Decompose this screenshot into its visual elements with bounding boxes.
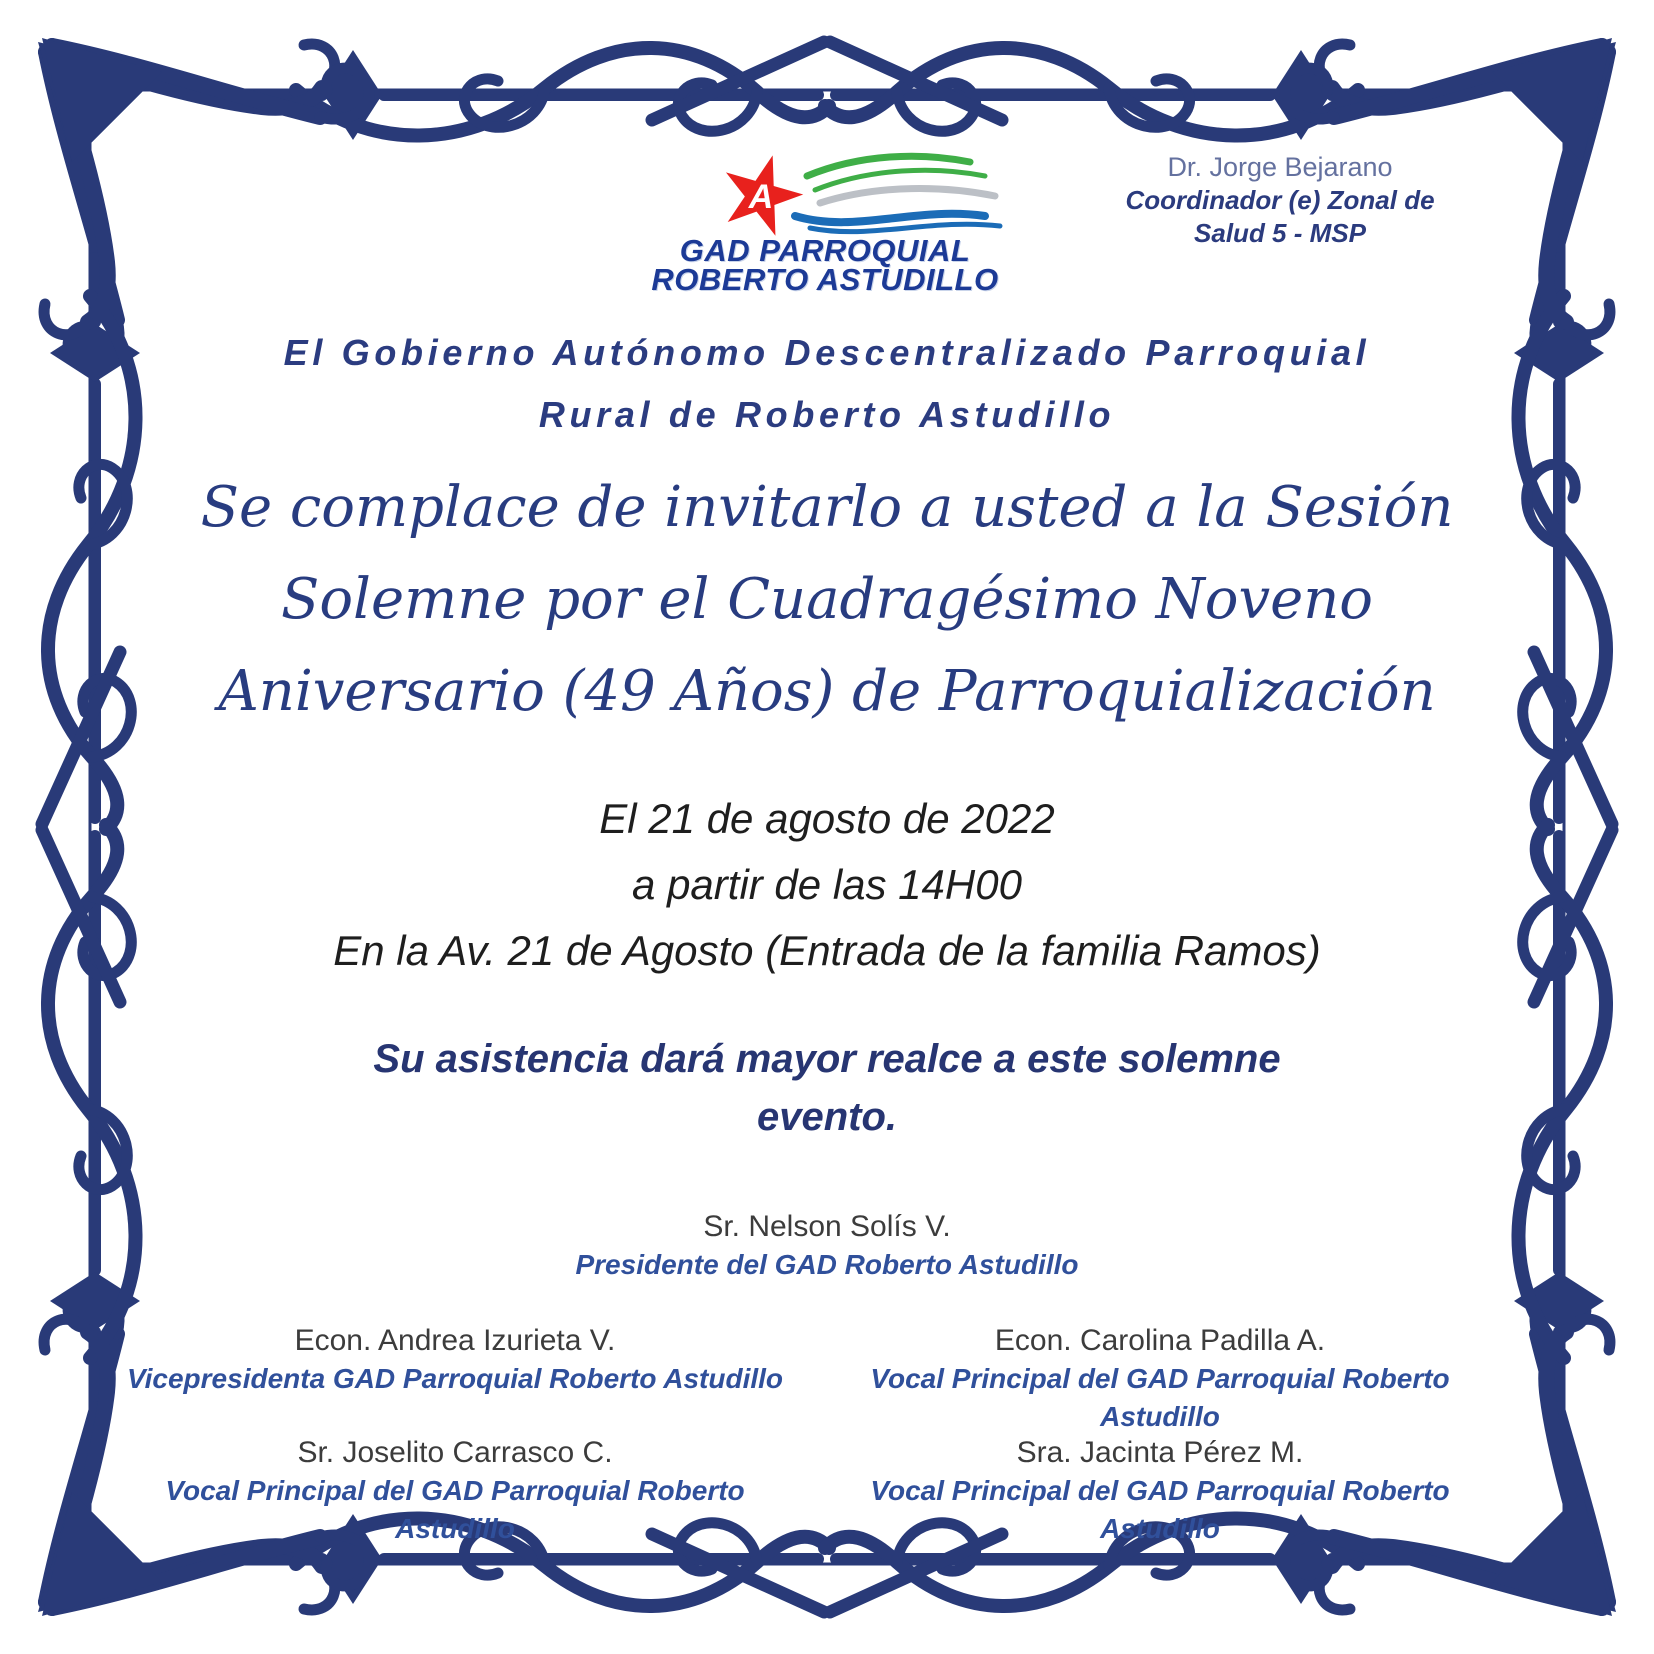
invitation-line2: Solemne por el Cuadragésimo Noveno [280, 567, 1374, 632]
invitation-line1: Se complace de invitarlo a usted a la Sesión [200, 475, 1454, 540]
institution-title [127, 322, 1527, 446]
coordinator-name: Dr. Jorge Bejarano [1167, 152, 1393, 182]
event-time: a partir de las 14H00 [632, 861, 1022, 908]
signature-vicepresident [120, 1322, 790, 1398]
event-place: En la Av. 21 de Agosto (Entrada de la familia Ramos) [333, 927, 1321, 974]
signature-vocal-2 [120, 1434, 790, 1548]
logo-text-line2: ROBERTO ASTUDILLO [651, 262, 999, 297]
logo-swoosh-blue-icon [795, 214, 985, 222]
gad-logo-mark [635, 150, 1015, 236]
event-date: El 21 de agosto de 2022 [599, 795, 1055, 842]
svg-text:A: A [748, 178, 774, 216]
coordinator-role-line2: Salud 5 - MSP [1194, 218, 1366, 248]
signature-role: Vocal Principal del GAD Parroquial Roberto Astudillo [870, 1475, 1450, 1544]
logo-swoosh-gray-icon [820, 189, 995, 203]
institution-title-line2: Rural de Roberto Astudillo [538, 394, 1116, 435]
signature-role: Vocal Principal del GAD Parroquial Roberto Astudillo [870, 1363, 1450, 1432]
signature-name: Sr. Nelson Solís V. [703, 1210, 951, 1243]
signature-role: Presidente del GAD Roberto Astudillo [575, 1249, 1079, 1280]
closing-note [227, 1030, 1427, 1146]
event-details [127, 786, 1527, 984]
institution-title-line1: El Gobierno Autónomo Descentralizado Parroquial [283, 332, 1371, 373]
signature-role: Vocal Principal del GAD Parroquial Roberto Astudillo [165, 1475, 745, 1544]
signature-name: Econ. Carolina Padilla A. [994, 1324, 1326, 1357]
signature-role: Vicepresidenta GAD Parroquial Roberto Astudillo [126, 1363, 784, 1394]
coordinator-block [1050, 150, 1510, 250]
closing-line1: Su asistencia dará mayor realce a este solemne [373, 1037, 1281, 1081]
invitation-script [127, 462, 1527, 738]
signature-name: Sra. Jacinta Pérez M. [1016, 1436, 1304, 1469]
gad-logo [600, 150, 1050, 297]
signature-name: Econ. Andrea Izurieta V. [294, 1324, 616, 1357]
signature-vocal-1 [820, 1322, 1500, 1436]
coordinator-role-line1: Coordinador (e) Zonal de [1125, 185, 1435, 215]
logo-star-icon [713, 150, 811, 236]
logo-text-line1: GAD PARROQUIAL [679, 233, 971, 268]
signature-vocal-3 [820, 1434, 1500, 1548]
signature-name: Sr. Joselito Carrasco C. [297, 1436, 613, 1469]
closing-line2: evento. [756, 1095, 898, 1139]
invitation-line3: Aniversario (49 Años) de Parroquialización [218, 659, 1436, 724]
signature-president [427, 1208, 1227, 1284]
